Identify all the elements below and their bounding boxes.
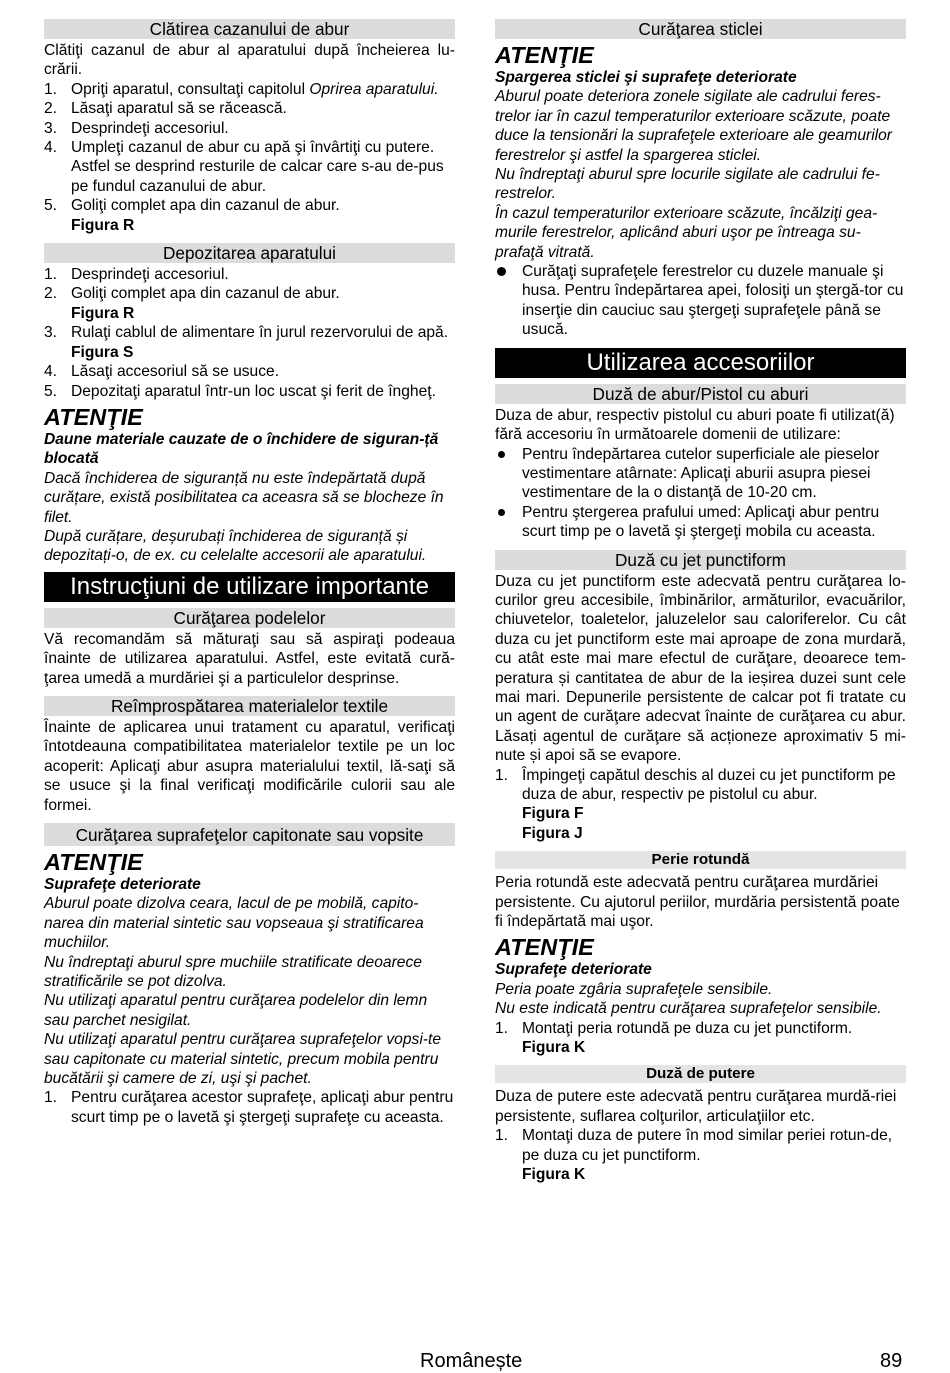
list-text: Desprindeţi accesoriul. (71, 266, 229, 284)
left-column (44, 19, 455, 1127)
right-column (495, 19, 906, 1185)
warning-heading: ATENŢIE (44, 403, 143, 430)
heading-textile-refresh: Reîmprospătarea materialelor textile (44, 696, 455, 716)
list-number: 5. (44, 197, 58, 215)
list-number: 3. (44, 324, 58, 342)
heading-floor-cleaning: Curăţarea podelelor (44, 608, 455, 628)
warning-heading: ATENŢIE (495, 42, 594, 68)
paragraph: Duza de abur, respectiv pistolul cu aburi poate fi utilizat(ă) fără accesoriu în următoarele domenii de utilizare: (495, 406, 895, 444)
list-text: Împingeţi capătul deschis al duzei cu jet punctiform pe duza de abur, respectiv pe pistolul cu abur. (522, 766, 896, 803)
list-number: 1. (495, 1127, 509, 1145)
list-text: Umpleţi cazanul de abur cu apă şi învârtiţi cu putere. Astfel se desprind resturile de calcar care s-au de-pus pe fundul cazanului de abur. (71, 139, 444, 195)
list-number: 1. (44, 266, 58, 284)
list-item (44, 196, 455, 215)
list-item (495, 1126, 906, 1165)
figure-reference: Figura F (522, 805, 584, 823)
warning-text: Nu utilizaţi aparatul pentru curăţarea podelelor din lemn sau parchet nesigilat. (44, 992, 428, 1029)
list-text: Goliţi complet apa din cazanul de abur. (71, 197, 340, 215)
bullet-item (495, 262, 906, 340)
list-number: 1. (44, 80, 58, 98)
heading-power-nozzle: Duză de putere (495, 1065, 906, 1083)
chapter-heading-important-instructions: Instrucţiuni de utilizare importante (44, 572, 455, 602)
list-item (495, 1019, 906, 1038)
list-item (44, 80, 455, 99)
list-text: Depozitaţi aparatul într-un loc uscat şi ferit de îngheţ. (71, 382, 436, 400)
list-item (44, 138, 455, 196)
list-number: 2. (44, 100, 58, 118)
warning-subtitle: Suprafeţe deteriorate (44, 876, 201, 893)
paragraph: Clătiţi cazanul de abur al aparatului după încheierea lu-crării. (44, 42, 455, 79)
list-item (44, 99, 455, 118)
heading-upholstered-surfaces: Curăţarea suprafeţelor capitonate sau vopsite (44, 823, 455, 846)
list-number: 1. (44, 1089, 58, 1107)
figure-reference: Figura S (71, 343, 134, 361)
list-text: Lăsaţi aparatul să se răcească. (71, 100, 287, 118)
warning-text: Nu este indicată pentru curăţarea suprafeţelor sensibile. (495, 1000, 882, 1018)
chapter-reference: Oprirea aparatului. (309, 80, 439, 98)
warning-text: Aburul poate deteriora zonele sigilate ale cadrului feres-trelor iar în cazul temperaturilor exterioare scăzute, poate duce la tensionări la suprafeţele exterioare ale geamurilor ferestrelor şi astfel la spargerea sticlei. (495, 88, 893, 164)
numbered-list (44, 80, 455, 216)
numbered-list (44, 265, 455, 304)
list-text: Montaţi peria rotundă pe duza cu jet punctiform. (522, 1019, 853, 1037)
page-number: 89 (880, 1350, 903, 1372)
figure-reference: Figura K (522, 1039, 586, 1057)
chapter-heading-accessories: Utilizarea accesoriilor (495, 348, 906, 378)
list-number: 3. (44, 119, 58, 137)
bullet-text: Curăţaţi suprafeţele ferestrelor cu duzele manuale şi husa. Pentru îndepărtarea apei, folosiţi un ştergă-tor cu inserţie din cauciuc sau ştergeţi suprafeţele până se usucă. (522, 263, 904, 339)
figure-reference: Figura R (71, 216, 135, 234)
numbered-list (44, 323, 455, 342)
list-item (495, 766, 906, 805)
heading-round-brush: Perie rotundă (495, 851, 906, 869)
bullet-text: Pentru îndepărtarea cutelor superficiale ale pieselor vestimentare atârnate: Aplicaţi aburii asupra piesei vestimentare de la o distanţă de 10-20 cm. (522, 445, 880, 502)
heading-storage: Depozitarea aparatului (44, 243, 455, 263)
warning-text: Dacă închiderea de siguranță nu este îndepărtată după curățare, există posibilitatea ca aceasra să se blocheze în filet. (44, 469, 444, 526)
warning-text: După curățare, deșurubați închiderea de siguranță și depozitați-o, de ex. cu celelalte accesorii ale aparatului. (44, 527, 427, 565)
warning-heading: ATENŢIE (44, 849, 143, 875)
heading-glass-cleaning: Curăţarea sticlei (495, 19, 906, 39)
bullet-icon (497, 267, 506, 276)
bullet-list (495, 262, 906, 340)
warning-text: Nu utilizaţi aparatul pentru curăţarea suprafeţelor vopsi-te sau capitonate cu material sintetic, precum mobila pentru bucătării şi camere de zi, uşi şi pachet. (44, 1031, 441, 1088)
list-text: Montaţi duza de putere în mod similar periei rotun-de, pe duza cu jet punctiform. (522, 1127, 893, 1164)
numbered-list (44, 1088, 455, 1127)
bullet-list (495, 445, 906, 542)
footer-language: Românește (420, 1350, 523, 1372)
paragraph: Peria rotundă este adecvată pentru curăţarea murdăriei persistente. Cu ajutorul periilor, murdăria persistentă poate fi îndepărtată mai uşor. (495, 874, 900, 931)
paragraph: Duza de putere este adecvată pentru curăţarea murdă-riei persistente, suflarea colţurilor, articulaţiilor etc. (495, 1088, 897, 1125)
list-number: 1. (495, 1019, 509, 1037)
warning-subtitle: Spargerea sticlei şi suprafeţe deteriorate (495, 69, 797, 86)
warning-subtitle: Suprafeţe deteriorate (495, 961, 652, 979)
numbered-list (44, 362, 455, 401)
list-text: Opriţi aparatul, consultaţi capitolul (71, 80, 310, 98)
list-text: Goliţi complet apa din cazanul de abur. (71, 285, 340, 303)
figure-reference: Figura J (522, 824, 583, 842)
list-number: 4. (44, 363, 58, 381)
bullet-item (495, 445, 906, 503)
list-text: Lăsaţi accesoriul să se usuce. (71, 363, 280, 381)
warning-text: Aburul poate dizolva ceara, lacul de pe mobilă, capito-narea din material sintetic sau vopseaua şi stratificarea muchiilor. (44, 895, 424, 952)
bullet-icon (498, 509, 505, 516)
warning-text: Nu îndreptaţi aburul spre locurile sigilate ale cadrului fe-restrelor. (495, 166, 880, 203)
list-text: Pentru curăţarea acestor suprafeţe, aplicaţi abur pentru scurt timp pe o lavetă şi ştergeţi suprafeţe cu aceasta. (71, 1089, 454, 1126)
warning-heading: ATENŢIE (495, 934, 594, 961)
bullet-item (495, 503, 906, 542)
heading-rinse-boiler: Clătirea cazanului de abur (44, 19, 455, 39)
numbered-list (495, 1126, 906, 1165)
list-number: 2. (44, 285, 58, 303)
warning-subtitle: Daune materiale cauzate de o închidere de siguran-ță blocată (44, 430, 439, 468)
list-item (44, 1088, 455, 1127)
list-item (44, 265, 455, 284)
figure-reference: Figura K (522, 1166, 586, 1184)
list-item (44, 119, 455, 138)
warning-text: În cazul temperaturilor exterioare scăzute, încălziţi gea-murile ferestrelor, aplicând aburi uşor pe întreaga su-prafaţă vitrată. (495, 204, 878, 261)
list-item (44, 323, 455, 342)
list-number: 5. (44, 382, 58, 400)
numbered-list (495, 1019, 906, 1038)
numbered-list (495, 766, 906, 805)
warning-text: Peria poate zgâria suprafeţele sensibile. (495, 980, 773, 998)
list-text: Desprindeţi accesoriul. (71, 119, 229, 137)
list-text: Rulaţi cablul de alimentare în jurul rezervorului de apă. (71, 324, 449, 342)
list-item (44, 362, 455, 381)
paragraph: Duza cu jet punctiform este adecvată pentru curăţarea lo-curilor greu accesibile, îmbinărilor, armăturilor, evacuărilor, chiuvetelor, toaletelor, jaluzelelor sau caloriferelor. Cu cât duza cu jet punctiform este mai aproape de zona murdară, cu atât este mai mare efectul de curăţare, deoarece tem-peratura și cantitatea de abur de la ieșirea duzei sunt cele mai mari. Depunerile persistente de calcar pot fi tratate cu un agent de curăţare adecvat înainte de curăţarea cu abur. Lăsați agentul de curăţare să acționeze aproximativ 5 mi-nute și apoi să se evapore. (495, 572, 906, 765)
warning-text: Nu îndreptaţi aburul spre muchiile stratificate deoarece stratificările se pot dizolva. (44, 953, 422, 991)
list-item (44, 382, 455, 401)
heading-steam-nozzle: Duză de abur/Pistol cu aburi (495, 384, 906, 404)
paragraph: Vă recomandăm să măturaţi sau să aspiraţi podeaua înainte de utilizarea aparatului. Astfel, este evitată cură-ţarea umedă a murdăriei şi a particulelor desprinse. (44, 630, 455, 687)
paragraph: Înainte de aplicarea unui tratament cu aparatul, verificaţi întotdeauna compatibilitatea materialelor textile pe un loc acoperit: Aplicaţi abur asupra materialului textil, lă-saţi să se usuce şi la final verificaţi modificările culorii sau ale formei. (44, 718, 455, 814)
figure-reference: Figura R (71, 304, 135, 322)
heading-point-jet-nozzle: Duză cu jet punctiform (495, 550, 906, 570)
list-number: 4. (44, 139, 58, 157)
bullet-text: Pentru ştergerea prafului umed: Aplicaţi abur pentru scurt timp pe o lavetă şi ştergeţi mobila cu aceasta. (522, 503, 880, 541)
bullet-icon (498, 451, 505, 458)
list-item (44, 284, 455, 303)
list-number: 1. (495, 766, 509, 784)
